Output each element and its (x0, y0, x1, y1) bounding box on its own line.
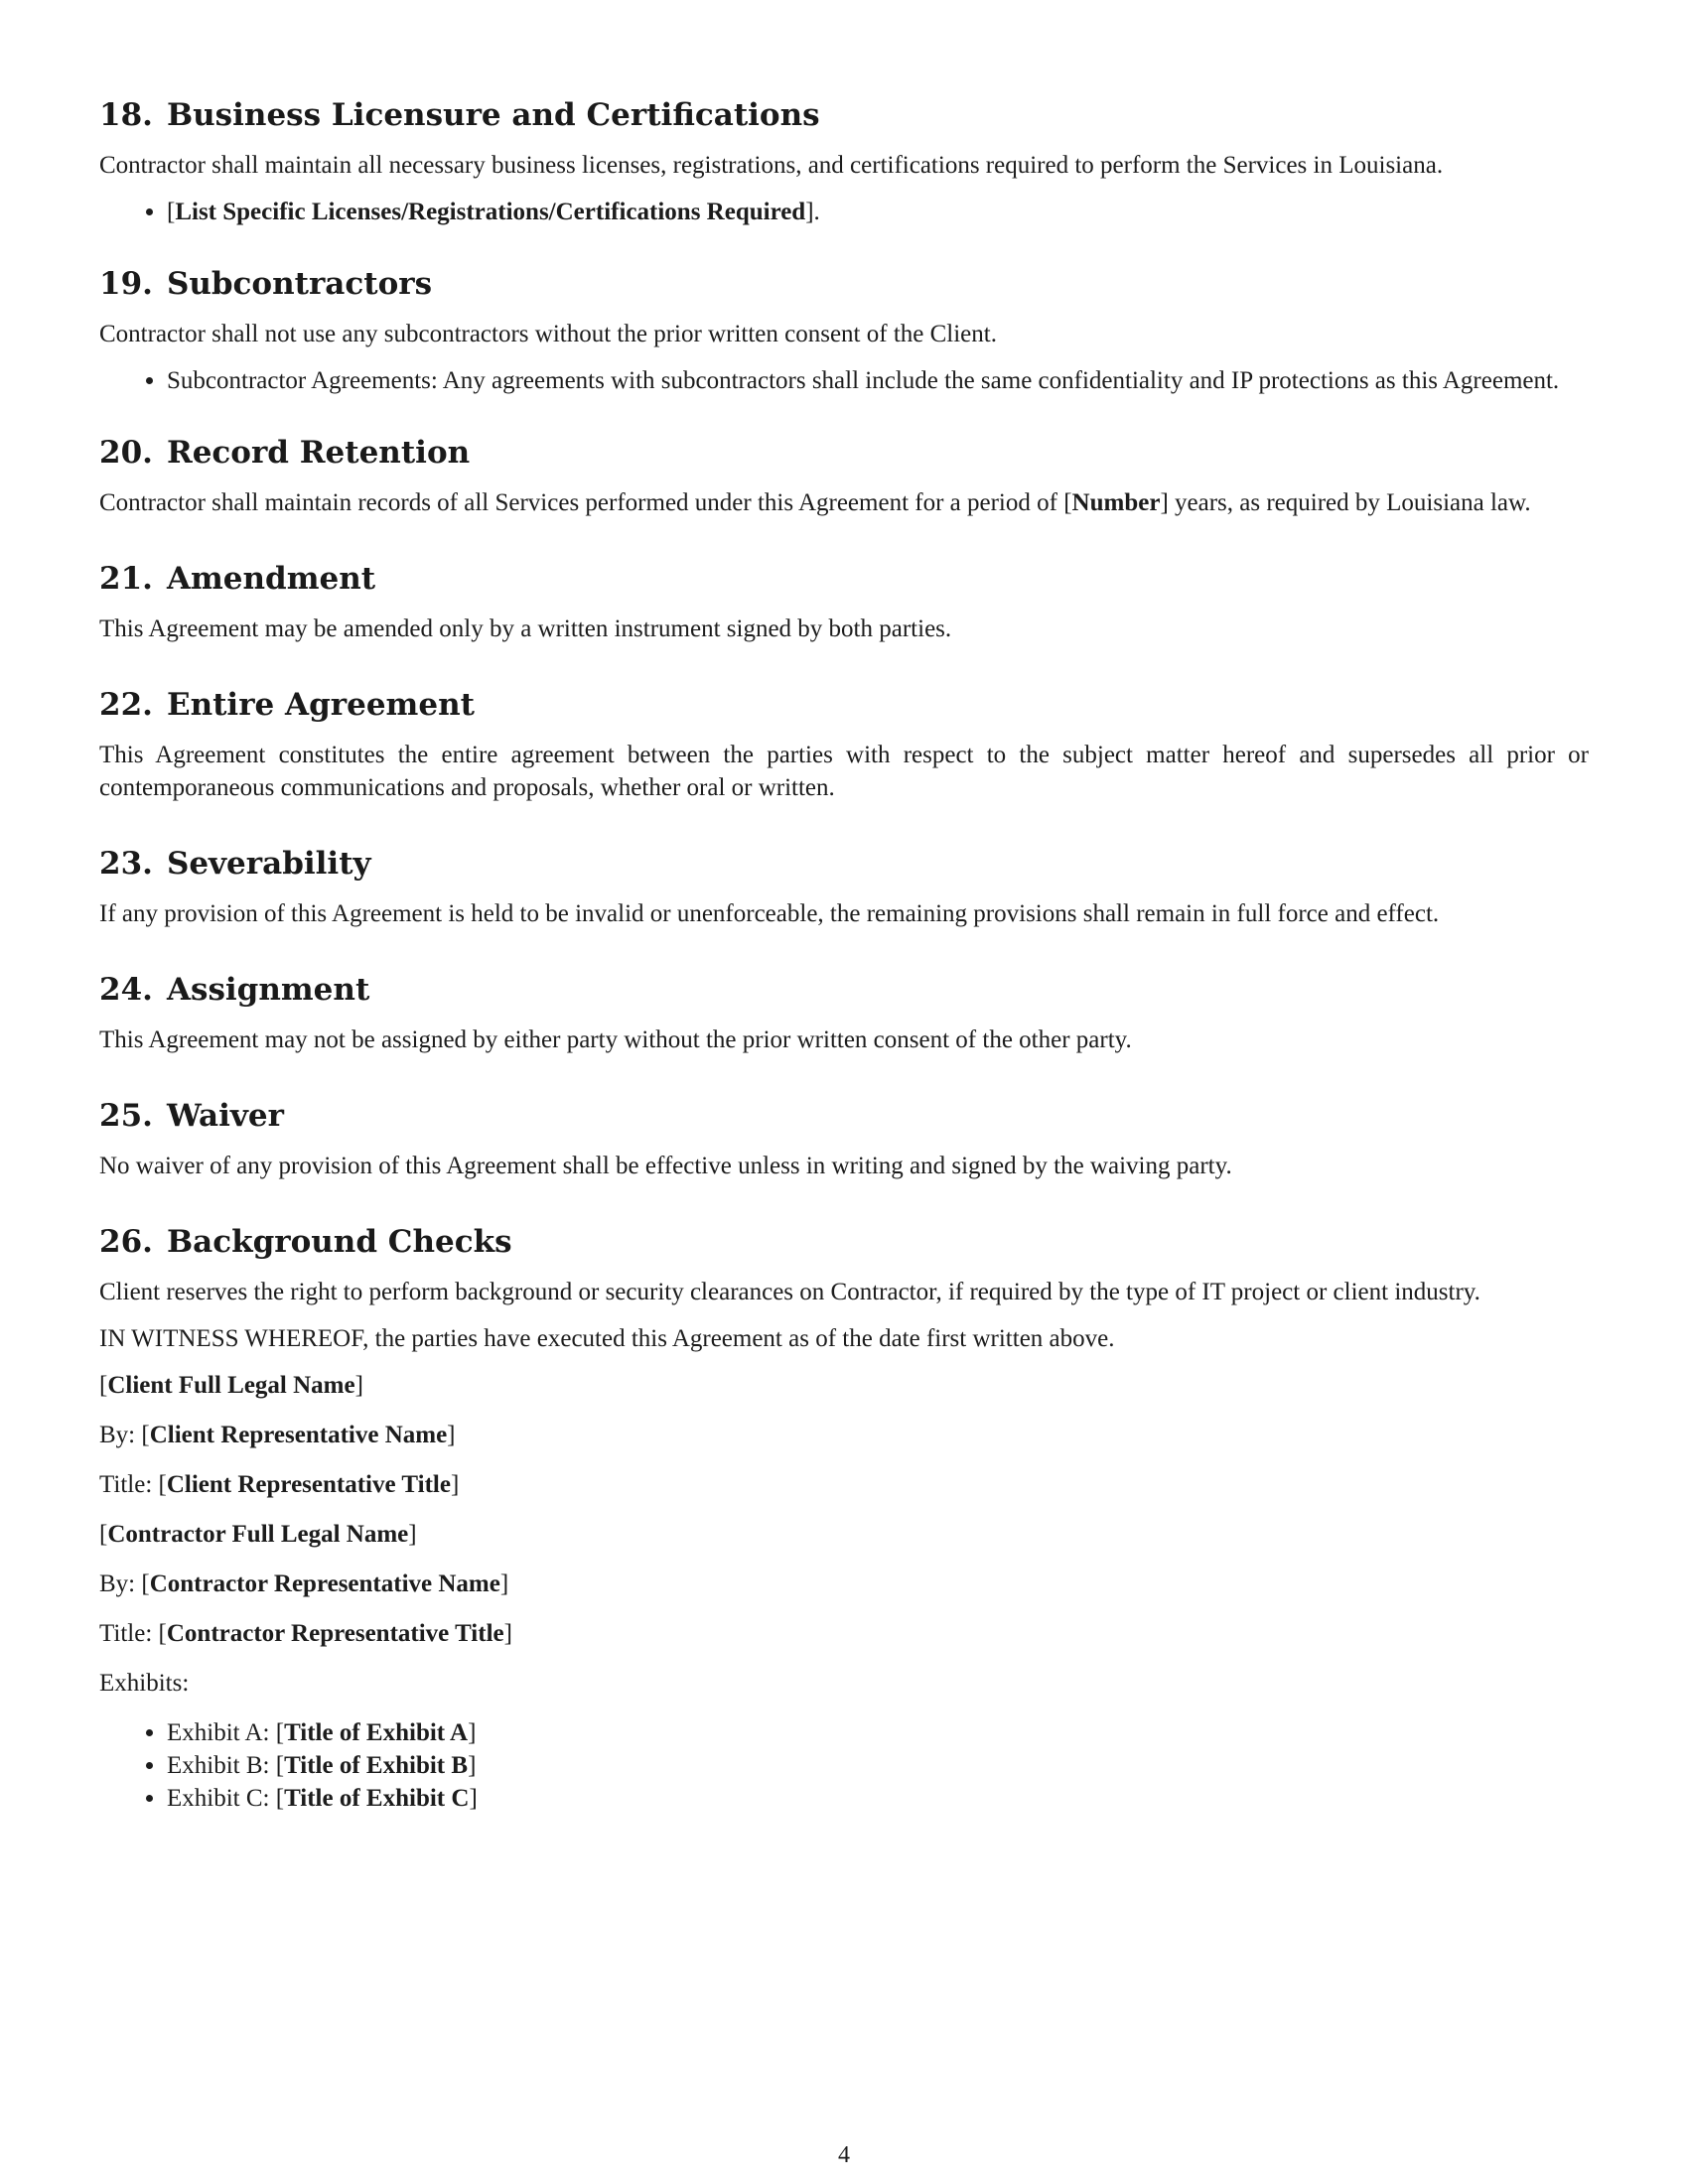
section-18 (99, 95, 1589, 228)
section-number: 22. (99, 687, 153, 723)
section-title: Amendment (166, 561, 376, 597)
section-26 (99, 1222, 1589, 1308)
placeholder-text: Title of Exhibit A (284, 1719, 469, 1746)
bullet-list (99, 196, 1589, 228)
section-24 (99, 970, 1589, 1056)
placeholder-text: Client Representative Name (149, 1422, 448, 1448)
section-text: This Agreement may not be assigned by either party without the prior written consent of the other party. (99, 1026, 1132, 1053)
client-title-line: Title: [Client Representative Title] (99, 1471, 460, 1498)
section-text: Client reserves the right to perform background or security clearances on Contractor, if required by the type of IT project or client industry. (99, 1279, 1480, 1305)
contractor-title-line: Title: [Contractor Representative Title] (99, 1620, 512, 1647)
section-number: 20. (99, 435, 153, 471)
section-text: No waiver of any provision of this Agreement shall be effective unless in writing and signed by the waiving party. (99, 1153, 1232, 1179)
section-text: Contractor shall maintain all necessary business licenses, registrations, and certifications required to perform the Services in Louisiana. (99, 152, 1444, 179)
placeholder-text: List Specific Licenses/Registrations/Certifications Required (175, 199, 806, 225)
section-heading (99, 264, 1589, 304)
placeholder-text: Contractor Representative Title (166, 1620, 504, 1647)
list-item: • [List Specific Licenses/Registrations/Certifications Required]. (167, 196, 1589, 228)
placeholder-text: Client Representative Title (166, 1471, 451, 1498)
section-number: 19. (99, 266, 153, 302)
title-label: Title: (99, 1471, 153, 1498)
title-label: Title: (99, 1620, 153, 1647)
section-title: Severability (166, 846, 371, 882)
section-number: 23. (99, 846, 153, 882)
placeholder-text: Title of Exhibit B (284, 1752, 469, 1779)
section-number: 24. (99, 972, 153, 1008)
section-21 (99, 559, 1589, 645)
section-text: Contractor shall maintain records of all Services performed under this Agreement for a period of [Number] years, as required by Louisiana law. (99, 489, 1531, 516)
placeholder-text: Client Full Legal Name (107, 1372, 355, 1399)
contractor-by-line: By: [Contractor Representative Name] (99, 1570, 509, 1597)
section-heading (99, 844, 1589, 884)
section-title: Background Checks (166, 1224, 512, 1260)
bullet-list (99, 364, 1589, 397)
section-text: This Agreement constitutes the entire agreement between the parties with respect to the subject matter hereof and supersedes all prior or contemporaneous communications and proposals, whether oral or written. (99, 742, 1589, 801)
page-number: 4 (838, 2142, 850, 2168)
section-25 (99, 1096, 1589, 1182)
placeholder-text: Contractor Representative Name (149, 1570, 500, 1597)
exhibits-label: Exhibits: (99, 1670, 190, 1697)
list-item: • Exhibit B: [Title of Exhibit B] (167, 1749, 1589, 1782)
section-text: Contractor shall not use any subcontractors without the prior written consent of the Client. (99, 321, 997, 347)
document-page (99, 95, 1589, 1825)
section-number: 25. (99, 1098, 153, 1134)
section-23 (99, 844, 1589, 930)
section-number: 21. (99, 561, 153, 597)
placeholder-text: Number (1071, 489, 1161, 516)
by-label: By: (99, 1570, 136, 1597)
exhibits-list (99, 1716, 1589, 1815)
section-heading (99, 95, 1589, 135)
section-heading (99, 1222, 1589, 1262)
list-item: • Subcontractor Agreements: Any agreements with subcontractors shall include the same confidentiality and IP protections as this Agreement. (167, 364, 1589, 397)
section-heading (99, 433, 1589, 473)
section-22 (99, 685, 1589, 804)
list-item: • Exhibit A: [Title of Exhibit A] (167, 1716, 1589, 1749)
section-text: This Agreement may be amended only by a written instrument signed by both parties. (99, 615, 952, 642)
placeholder-text: Title of Exhibit C (284, 1785, 470, 1812)
section-title: Record Retention (166, 435, 471, 471)
section-text: If any provision of this Agreement is held to be invalid or unenforceable, the remaining provisions shall remain in full force and effect. (99, 900, 1440, 927)
section-19 (99, 264, 1589, 397)
section-title: Waiver (166, 1098, 284, 1134)
section-heading (99, 685, 1589, 725)
client-legal-name: [Client Full Legal Name] (99, 1372, 363, 1399)
section-title: Assignment (166, 972, 370, 1008)
client-by-line: By: [Client Representative Name] (99, 1422, 456, 1448)
section-heading (99, 559, 1589, 599)
section-number: 18. (99, 97, 153, 133)
by-label: By: (99, 1422, 136, 1448)
section-20 (99, 433, 1589, 519)
section-title: Subcontractors (166, 266, 433, 302)
contractor-legal-name: [Contractor Full Legal Name] (99, 1521, 417, 1548)
section-number: 26. (99, 1224, 153, 1260)
section-heading (99, 970, 1589, 1010)
section-heading (99, 1096, 1589, 1136)
placeholder-text: Contractor Full Legal Name (107, 1521, 409, 1548)
witness-statement: IN WITNESS WHEREOF, the parties have executed this Agreement as of the date first written above. (99, 1325, 1115, 1352)
list-item: • Exhibit C: [Title of Exhibit C] (167, 1782, 1589, 1815)
section-title: Business Licensure and Certifications (166, 97, 820, 133)
section-title: Entire Agreement (166, 687, 475, 723)
